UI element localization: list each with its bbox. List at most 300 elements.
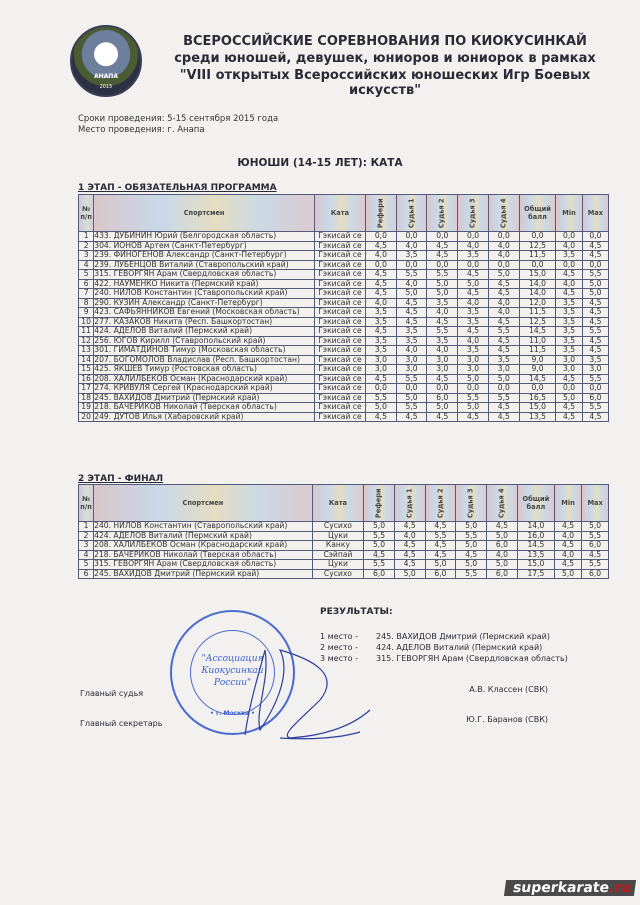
score-min: 4,0 bbox=[554, 550, 581, 560]
score-judge4: 5,5 bbox=[488, 393, 519, 403]
score-judge4: 4,5 bbox=[488, 412, 519, 422]
athlete-name: 423. САФЬЯННИКОВ Евгений (Московская область) bbox=[94, 308, 315, 318]
score-total: 17,5 bbox=[517, 569, 554, 579]
score-max: 4,5 bbox=[582, 241, 608, 251]
score-judge2: 0,0 bbox=[427, 384, 458, 394]
score-judge3: 3,0 bbox=[458, 365, 489, 375]
score-judge1: 3,0 bbox=[396, 355, 427, 365]
col-judge1: Судья 1 bbox=[396, 195, 427, 232]
col-judge4: Судья 4 bbox=[487, 485, 518, 522]
score-judge2: 3,5 bbox=[427, 336, 458, 346]
score-min: 4,5 bbox=[554, 560, 581, 570]
score-judge2: 4,5 bbox=[425, 541, 456, 551]
result-place-3: 3 место - 315. ГЕВОРГЯН Арам (Свердловская область) bbox=[320, 654, 568, 663]
col-kata: Ката bbox=[312, 485, 363, 522]
score-total: 12,0 bbox=[519, 298, 556, 308]
score-judge4: 0,0 bbox=[488, 232, 519, 242]
kata-name: Цуки bbox=[312, 560, 363, 570]
table-row bbox=[79, 289, 609, 299]
row-number: 9 bbox=[79, 308, 94, 318]
score-judge1: 4,5 bbox=[394, 550, 425, 560]
score-min: 4,5 bbox=[556, 374, 582, 384]
table-row bbox=[79, 327, 609, 337]
col-kata: Ката bbox=[314, 195, 365, 232]
score-judge3: 5,0 bbox=[458, 279, 489, 289]
score-total: 14,0 bbox=[519, 279, 556, 289]
score-referee: 5,0 bbox=[366, 403, 397, 413]
score-referee: 4,5 bbox=[364, 550, 395, 560]
score-judge4: 5,0 bbox=[487, 560, 518, 570]
score-referee: 4,5 bbox=[366, 241, 397, 251]
score-judge1: 4,5 bbox=[396, 317, 427, 327]
kata-name: Канку bbox=[312, 541, 363, 551]
col-max: Max bbox=[582, 195, 608, 232]
score-max: 5,5 bbox=[582, 327, 608, 337]
score-judge2: 4,5 bbox=[427, 241, 458, 251]
row-number: 8 bbox=[79, 298, 94, 308]
row-number: 1 bbox=[79, 522, 94, 532]
score-judge3: 0,0 bbox=[458, 260, 489, 270]
kata-name: Гэкисай се bbox=[314, 279, 365, 289]
results-title: РЕЗУЛЬТАТЫ: bbox=[320, 607, 393, 617]
kata-name: Гэкисай се bbox=[314, 232, 365, 242]
score-total: 14,0 bbox=[519, 289, 556, 299]
kata-name: Гэкисай се bbox=[314, 355, 365, 365]
score-referee: 5,5 bbox=[364, 560, 395, 570]
col-judge3: Судья 3 bbox=[456, 485, 487, 522]
row-number: 20 bbox=[79, 412, 94, 422]
score-judge2: 4,5 bbox=[425, 522, 456, 532]
score-judge2: 4,5 bbox=[427, 412, 458, 422]
score-judge4: 3,5 bbox=[488, 355, 519, 365]
score-judge1: 4,0 bbox=[396, 346, 427, 356]
row-number: 5 bbox=[79, 270, 94, 280]
score-judge2: 5,0 bbox=[427, 279, 458, 289]
score-min: 4,5 bbox=[556, 270, 582, 280]
score-judge1: 0,0 bbox=[396, 232, 427, 242]
score-judge2: 0,0 bbox=[427, 260, 458, 270]
score-total: 11,5 bbox=[519, 251, 556, 261]
score-max: 4,5 bbox=[582, 317, 608, 327]
score-referee: 4,5 bbox=[366, 270, 397, 280]
row-number: 3 bbox=[79, 541, 94, 551]
kata-name: Гэкисай се bbox=[314, 289, 365, 299]
kata-name: Цуки bbox=[312, 531, 363, 541]
score-min: 0,0 bbox=[556, 232, 582, 242]
table-row bbox=[79, 251, 609, 261]
athlete-name: 422. НАУМЕНКО Никита (Пермский край) bbox=[94, 279, 315, 289]
score-max: 5,5 bbox=[582, 531, 609, 541]
event-logo-icon bbox=[70, 25, 142, 97]
chief-judge-name: А.В. Классен (СВК) bbox=[469, 685, 548, 694]
score-total: 11,5 bbox=[519, 308, 556, 318]
score-max: 6,0 bbox=[582, 393, 608, 403]
score-judge4: 4,0 bbox=[488, 308, 519, 318]
score-max: 3,5 bbox=[582, 355, 608, 365]
score-judge1: 3,5 bbox=[396, 336, 427, 346]
col-total: Общий балл bbox=[519, 195, 556, 232]
kata-name: Гэкисай се bbox=[314, 412, 365, 422]
row-number: 7 bbox=[79, 289, 94, 299]
document-subtitle-event: "VIII открытых Всероссийских юношеских Игр Боевых искусств" bbox=[179, 68, 591, 98]
score-judge4: 4,5 bbox=[488, 289, 519, 299]
score-min: 3,5 bbox=[556, 346, 582, 356]
score-judge1: 5,5 bbox=[396, 270, 427, 280]
event-venue: Место проведения: г. Анапа bbox=[78, 125, 205, 135]
table-row bbox=[79, 232, 609, 242]
score-judge3: 5,0 bbox=[456, 560, 487, 570]
score-referee: 0,0 bbox=[366, 260, 397, 270]
col-judge3: Судья 3 bbox=[458, 195, 489, 232]
score-min: 3,5 bbox=[556, 251, 582, 261]
athlete-name: 245. ВАХИДОВ Дмитрий (Пермский край) bbox=[94, 393, 315, 403]
score-judge1: 4,5 bbox=[396, 412, 427, 422]
score-judge2: 5,5 bbox=[425, 531, 456, 541]
score-judge4: 5,0 bbox=[488, 374, 519, 384]
score-judge2: 4,0 bbox=[427, 308, 458, 318]
kata-name: Сэйпай bbox=[312, 550, 363, 560]
score-judge1: 3,0 bbox=[396, 365, 427, 375]
row-number: 1 bbox=[79, 232, 94, 242]
score-total: 13,5 bbox=[519, 412, 556, 422]
score-min: 0,0 bbox=[556, 384, 582, 394]
score-judge2: 3,5 bbox=[427, 298, 458, 308]
athlete-name: 218. БАЧЕРИКОВ Николай (Тверская область) bbox=[94, 550, 313, 560]
table-row bbox=[79, 522, 609, 532]
score-total: 11,0 bbox=[519, 336, 556, 346]
col-num: № п/п bbox=[79, 195, 94, 232]
score-total: 0,0 bbox=[519, 232, 556, 242]
score-referee: 0,0 bbox=[366, 384, 397, 394]
score-max: 6,0 bbox=[582, 541, 609, 551]
athlete-name: 315. ГЕВОРГЯН Арам (Свердловская область) bbox=[94, 270, 315, 280]
score-referee: 5,5 bbox=[366, 393, 397, 403]
row-number: 4 bbox=[79, 260, 94, 270]
score-max: 0,0 bbox=[582, 260, 608, 270]
score-judge3: 5,0 bbox=[458, 374, 489, 384]
score-judge1: 5,5 bbox=[396, 403, 427, 413]
athlete-name: 240. НИЛОВ Константин (Ставропольский край) bbox=[94, 522, 313, 532]
score-judge4: 4,0 bbox=[487, 550, 518, 560]
score-total: 14,5 bbox=[519, 327, 556, 337]
col-judge1: Судья 1 bbox=[394, 485, 425, 522]
score-min: 4,5 bbox=[554, 522, 581, 532]
score-min: 3,0 bbox=[556, 365, 582, 375]
stage2-title: 2 ЭТАП - ФИНАЛ bbox=[78, 474, 164, 484]
score-referee: 5,0 bbox=[364, 541, 395, 551]
score-judge3: 4,0 bbox=[458, 298, 489, 308]
row-number: 19 bbox=[79, 403, 94, 413]
row-number: 16 bbox=[79, 374, 94, 384]
athlete-name: 301. ГИМАТДИНОВ Тимур (Московская область) bbox=[94, 346, 315, 356]
row-number: 6 bbox=[79, 569, 94, 579]
score-min: 5,0 bbox=[554, 569, 581, 579]
score-judge3: 3,5 bbox=[458, 251, 489, 261]
score-judge3: 5,0 bbox=[456, 522, 487, 532]
kata-name: Сусихо bbox=[312, 569, 363, 579]
score-judge1: 0,0 bbox=[396, 260, 427, 270]
score-judge2: 0,0 bbox=[427, 232, 458, 242]
kata-name: Гэкисай се bbox=[314, 374, 365, 384]
score-judge4: 4,5 bbox=[488, 403, 519, 413]
kata-name: Сусихо bbox=[312, 522, 363, 532]
score-judge3: 5,0 bbox=[456, 541, 487, 551]
col-min: Min bbox=[554, 485, 581, 522]
score-judge4: 4,5 bbox=[488, 279, 519, 289]
signature-icon bbox=[220, 640, 380, 745]
score-total: 13,5 bbox=[517, 550, 554, 560]
score-total: 16,0 bbox=[517, 531, 554, 541]
kata-name: Гэкисай се bbox=[314, 317, 365, 327]
stage1-table bbox=[78, 194, 609, 422]
score-judge2: 4,5 bbox=[427, 317, 458, 327]
score-total: 16,5 bbox=[519, 393, 556, 403]
table-row bbox=[79, 541, 609, 551]
score-judge1: 4,0 bbox=[394, 531, 425, 541]
score-max: 0,0 bbox=[582, 384, 608, 394]
score-max: 5,5 bbox=[582, 270, 608, 280]
kata-name: Гэкисай се bbox=[314, 403, 365, 413]
score-referee: 4,5 bbox=[366, 289, 397, 299]
score-judge2: 5,5 bbox=[427, 270, 458, 280]
col-referee: Рефери bbox=[366, 195, 397, 232]
table-row bbox=[79, 346, 609, 356]
stage2-table bbox=[78, 484, 609, 579]
athlete-name: 240. НИЛОВ Константин (Ставропольский край) bbox=[94, 289, 315, 299]
table-row bbox=[79, 384, 609, 394]
score-judge2: 6,0 bbox=[425, 569, 456, 579]
row-number: 10 bbox=[79, 317, 94, 327]
score-judge4: 0,0 bbox=[488, 260, 519, 270]
score-judge3: 4,5 bbox=[458, 289, 489, 299]
col-judge2: Судья 2 bbox=[425, 485, 456, 522]
score-judge3: 3,5 bbox=[458, 308, 489, 318]
score-judge4: 5,0 bbox=[487, 531, 518, 541]
table-row bbox=[79, 569, 609, 579]
score-judge1: 4,5 bbox=[394, 541, 425, 551]
athlete-name: 304. ИОНОВ Артем (Санкт-Петербург) bbox=[94, 241, 315, 251]
score-min: 4,5 bbox=[556, 403, 582, 413]
score-judge4: 4,0 bbox=[488, 251, 519, 261]
kata-name: Гэкисай се bbox=[314, 365, 365, 375]
score-judge1: 4,5 bbox=[396, 298, 427, 308]
athlete-name: 207. БОГОМОЛОВ Владислав (Респ. Башкортостан) bbox=[94, 355, 315, 365]
score-judge2: 4,0 bbox=[427, 346, 458, 356]
score-referee: 3,5 bbox=[366, 346, 397, 356]
score-referee: 4,5 bbox=[366, 279, 397, 289]
score-judge2: 3,0 bbox=[427, 355, 458, 365]
score-judge4: 5,0 bbox=[488, 270, 519, 280]
score-judge3: 3,0 bbox=[458, 355, 489, 365]
score-judge1: 5,0 bbox=[396, 289, 427, 299]
col-min: Min bbox=[556, 195, 582, 232]
kata-name: Гэкисай се bbox=[314, 393, 365, 403]
col-athlete: Спортсмен bbox=[94, 485, 313, 522]
chief-secretary-name: Ю.Г. Баранов (СВК) bbox=[466, 715, 548, 724]
col-total: Общий балл bbox=[517, 485, 554, 522]
score-judge3: 5,0 bbox=[458, 403, 489, 413]
score-total: 12,5 bbox=[519, 317, 556, 327]
score-judge1: 4,5 bbox=[394, 522, 425, 532]
score-max: 5,0 bbox=[582, 279, 608, 289]
score-referee: 5,0 bbox=[364, 522, 395, 532]
score-min: 4,5 bbox=[556, 289, 582, 299]
score-total: 9,0 bbox=[519, 355, 556, 365]
row-number: 14 bbox=[79, 355, 94, 365]
kata-name: Гэкисай се bbox=[314, 308, 365, 318]
chief-judge-label: Главный судья bbox=[80, 689, 144, 698]
score-judge3: 4,5 bbox=[458, 412, 489, 422]
score-max: 4,5 bbox=[582, 336, 608, 346]
row-number: 15 bbox=[79, 365, 94, 375]
athlete-name: 277. КАЗАКОВ Никита (Респ. Башкортостан) bbox=[94, 317, 315, 327]
row-number: 11 bbox=[79, 327, 94, 337]
col-athlete: Спортсмен bbox=[94, 195, 315, 232]
document-title: ВСЕРОССИЙСКИЕ СОРЕВНОВАНИЯ ПО КИОКУСИНКАЙ bbox=[183, 34, 587, 49]
score-min: 3,0 bbox=[556, 355, 582, 365]
score-judge3: 0,0 bbox=[458, 232, 489, 242]
athlete-name: 315. ГЕВОРГЯН Арам (Свердловская область) bbox=[94, 560, 313, 570]
score-judge2: 5,0 bbox=[427, 289, 458, 299]
organization-stamp: "Ассоциация Киокусинкай России" • г. Москва • bbox=[170, 610, 295, 735]
table-row bbox=[79, 270, 609, 280]
row-number: 2 bbox=[79, 531, 94, 541]
score-referee: 3,0 bbox=[366, 355, 397, 365]
col-max: Max bbox=[582, 485, 609, 522]
score-judge2: 3,0 bbox=[427, 365, 458, 375]
document-subtitle: среди юношей, девушек, юниоров и юниорок в рамках bbox=[174, 51, 596, 66]
score-judge2: 5,0 bbox=[427, 403, 458, 413]
athlete-name: 424. АДЕЛОВ Виталий (Пермский край) bbox=[94, 327, 315, 337]
row-number: 17 bbox=[79, 384, 94, 394]
score-judge3: 4,5 bbox=[458, 270, 489, 280]
score-min: 3,5 bbox=[556, 327, 582, 337]
athlete-name: 218. БАЧЕРИКОВ Николай (Тверская область) bbox=[94, 403, 315, 413]
score-judge4: 4,5 bbox=[488, 317, 519, 327]
row-number: 2 bbox=[79, 241, 94, 251]
score-judge3: 3,5 bbox=[458, 346, 489, 356]
score-max: 0,0 bbox=[582, 232, 608, 242]
score-min: 4,0 bbox=[556, 279, 582, 289]
score-max: 4,5 bbox=[582, 298, 608, 308]
score-judge1: 0,0 bbox=[396, 384, 427, 394]
result-place-1: 1 место - 245. ВАХИДОВ Дмитрий (Пермский край) bbox=[320, 632, 550, 641]
score-min: 4,5 bbox=[556, 412, 582, 422]
chief-secretary-label: Главный секретарь bbox=[80, 719, 163, 728]
score-max: 5,5 bbox=[582, 560, 609, 570]
athlete-name: 245. ВАХИДОВ Дмитрий (Пермский край) bbox=[94, 569, 313, 579]
score-judge2: 5,5 bbox=[427, 327, 458, 337]
row-number: 6 bbox=[79, 279, 94, 289]
score-total: 0,0 bbox=[519, 260, 556, 270]
score-referee: 3,5 bbox=[366, 336, 397, 346]
score-max: 4,5 bbox=[582, 308, 608, 318]
score-judge2: 5,0 bbox=[425, 560, 456, 570]
score-judge1: 3,5 bbox=[396, 327, 427, 337]
row-number: 3 bbox=[79, 251, 94, 261]
row-number: 13 bbox=[79, 346, 94, 356]
score-min: 4,5 bbox=[554, 541, 581, 551]
score-judge3: 4,5 bbox=[458, 327, 489, 337]
row-number: 18 bbox=[79, 393, 94, 403]
score-judge1: 5,0 bbox=[396, 393, 427, 403]
score-referee: 0,0 bbox=[366, 232, 397, 242]
score-min: 4,0 bbox=[554, 531, 581, 541]
score-total: 14,5 bbox=[519, 374, 556, 384]
category-title: ЮНОШИ (14-15 ЛЕТ): КАТА bbox=[237, 157, 403, 169]
result-place-2: 2 место - 424. АДЕЛОВ Виталий (Пермский край) bbox=[320, 643, 543, 652]
score-total: 11,5 bbox=[519, 346, 556, 356]
score-total: 15,0 bbox=[517, 560, 554, 570]
score-min: 3,5 bbox=[556, 336, 582, 346]
score-min: 3,5 bbox=[556, 317, 582, 327]
score-max: 5,0 bbox=[582, 522, 609, 532]
watermark: superkarate.ru bbox=[504, 880, 636, 896]
col-num: № п/п bbox=[79, 485, 94, 522]
score-max: 3,0 bbox=[582, 365, 608, 375]
score-min: 5,0 bbox=[556, 393, 582, 403]
score-judge3: 0,0 bbox=[458, 384, 489, 394]
athlete-name: 239. ФИНОГЕНОВ Александр (Санкт-Петербург) bbox=[94, 251, 315, 261]
score-judge2: 4,5 bbox=[425, 550, 456, 560]
kata-name: Гэкисай се bbox=[314, 346, 365, 356]
athlete-name: 274. КРИВУЛЯ Сергей (Краснодарский край) bbox=[94, 384, 315, 394]
score-judge3: 4,0 bbox=[458, 241, 489, 251]
score-referee: 4,5 bbox=[366, 327, 397, 337]
kata-name: Гэкисай се bbox=[314, 260, 365, 270]
score-referee: 3,0 bbox=[366, 365, 397, 375]
score-min: 3,5 bbox=[556, 308, 582, 318]
table-row bbox=[79, 560, 609, 570]
score-judge4: 5,5 bbox=[488, 327, 519, 337]
event-dates: Сроки проведения: 5-15 сентября 2015 года bbox=[78, 114, 279, 124]
score-total: 15,0 bbox=[519, 270, 556, 280]
score-referee: 4,0 bbox=[366, 251, 397, 261]
score-referee: 3,5 bbox=[366, 308, 397, 318]
table-row bbox=[79, 365, 609, 375]
athlete-name: 249. ДУТОВ Илья (Хабаровский край) bbox=[94, 412, 315, 422]
score-judge3: 3,5 bbox=[458, 317, 489, 327]
score-judge4: 6,0 bbox=[487, 541, 518, 551]
kata-name: Гэкисай се bbox=[314, 336, 365, 346]
score-max: 5,5 bbox=[582, 374, 608, 384]
score-judge3: 5,5 bbox=[458, 393, 489, 403]
col-referee: Рефери bbox=[364, 485, 395, 522]
score-judge2: 4,5 bbox=[427, 251, 458, 261]
score-total: 0,0 bbox=[519, 384, 556, 394]
kata-name: Гэкисай се bbox=[314, 327, 365, 337]
score-judge4: 0,0 bbox=[488, 384, 519, 394]
row-number: 12 bbox=[79, 336, 94, 346]
score-judge3: 4,0 bbox=[458, 336, 489, 346]
logo-year: 2015 bbox=[99, 84, 113, 90]
athlete-name: 290. КУЗИН Александр (Санкт-Петербург) bbox=[94, 298, 315, 308]
score-judge4: 4,5 bbox=[488, 346, 519, 356]
kata-name: Гэкисай се bbox=[314, 251, 365, 261]
score-judge4: 4,0 bbox=[488, 241, 519, 251]
athlete-name: 256. ЮГОВ Кирилл (Ставропольский край) bbox=[94, 336, 315, 346]
score-judge3: 4,5 bbox=[456, 550, 487, 560]
score-min: 4,0 bbox=[556, 241, 582, 251]
score-referee: 4,0 bbox=[366, 298, 397, 308]
score-referee: 5,5 bbox=[364, 531, 395, 541]
score-judge3: 5,5 bbox=[456, 531, 487, 541]
table-row bbox=[79, 412, 609, 422]
kata-name: Гэкисай се bbox=[314, 241, 365, 251]
score-max: 5,0 bbox=[582, 289, 608, 299]
score-referee: 4,5 bbox=[366, 374, 397, 384]
score-judge4: 4,5 bbox=[488, 336, 519, 346]
